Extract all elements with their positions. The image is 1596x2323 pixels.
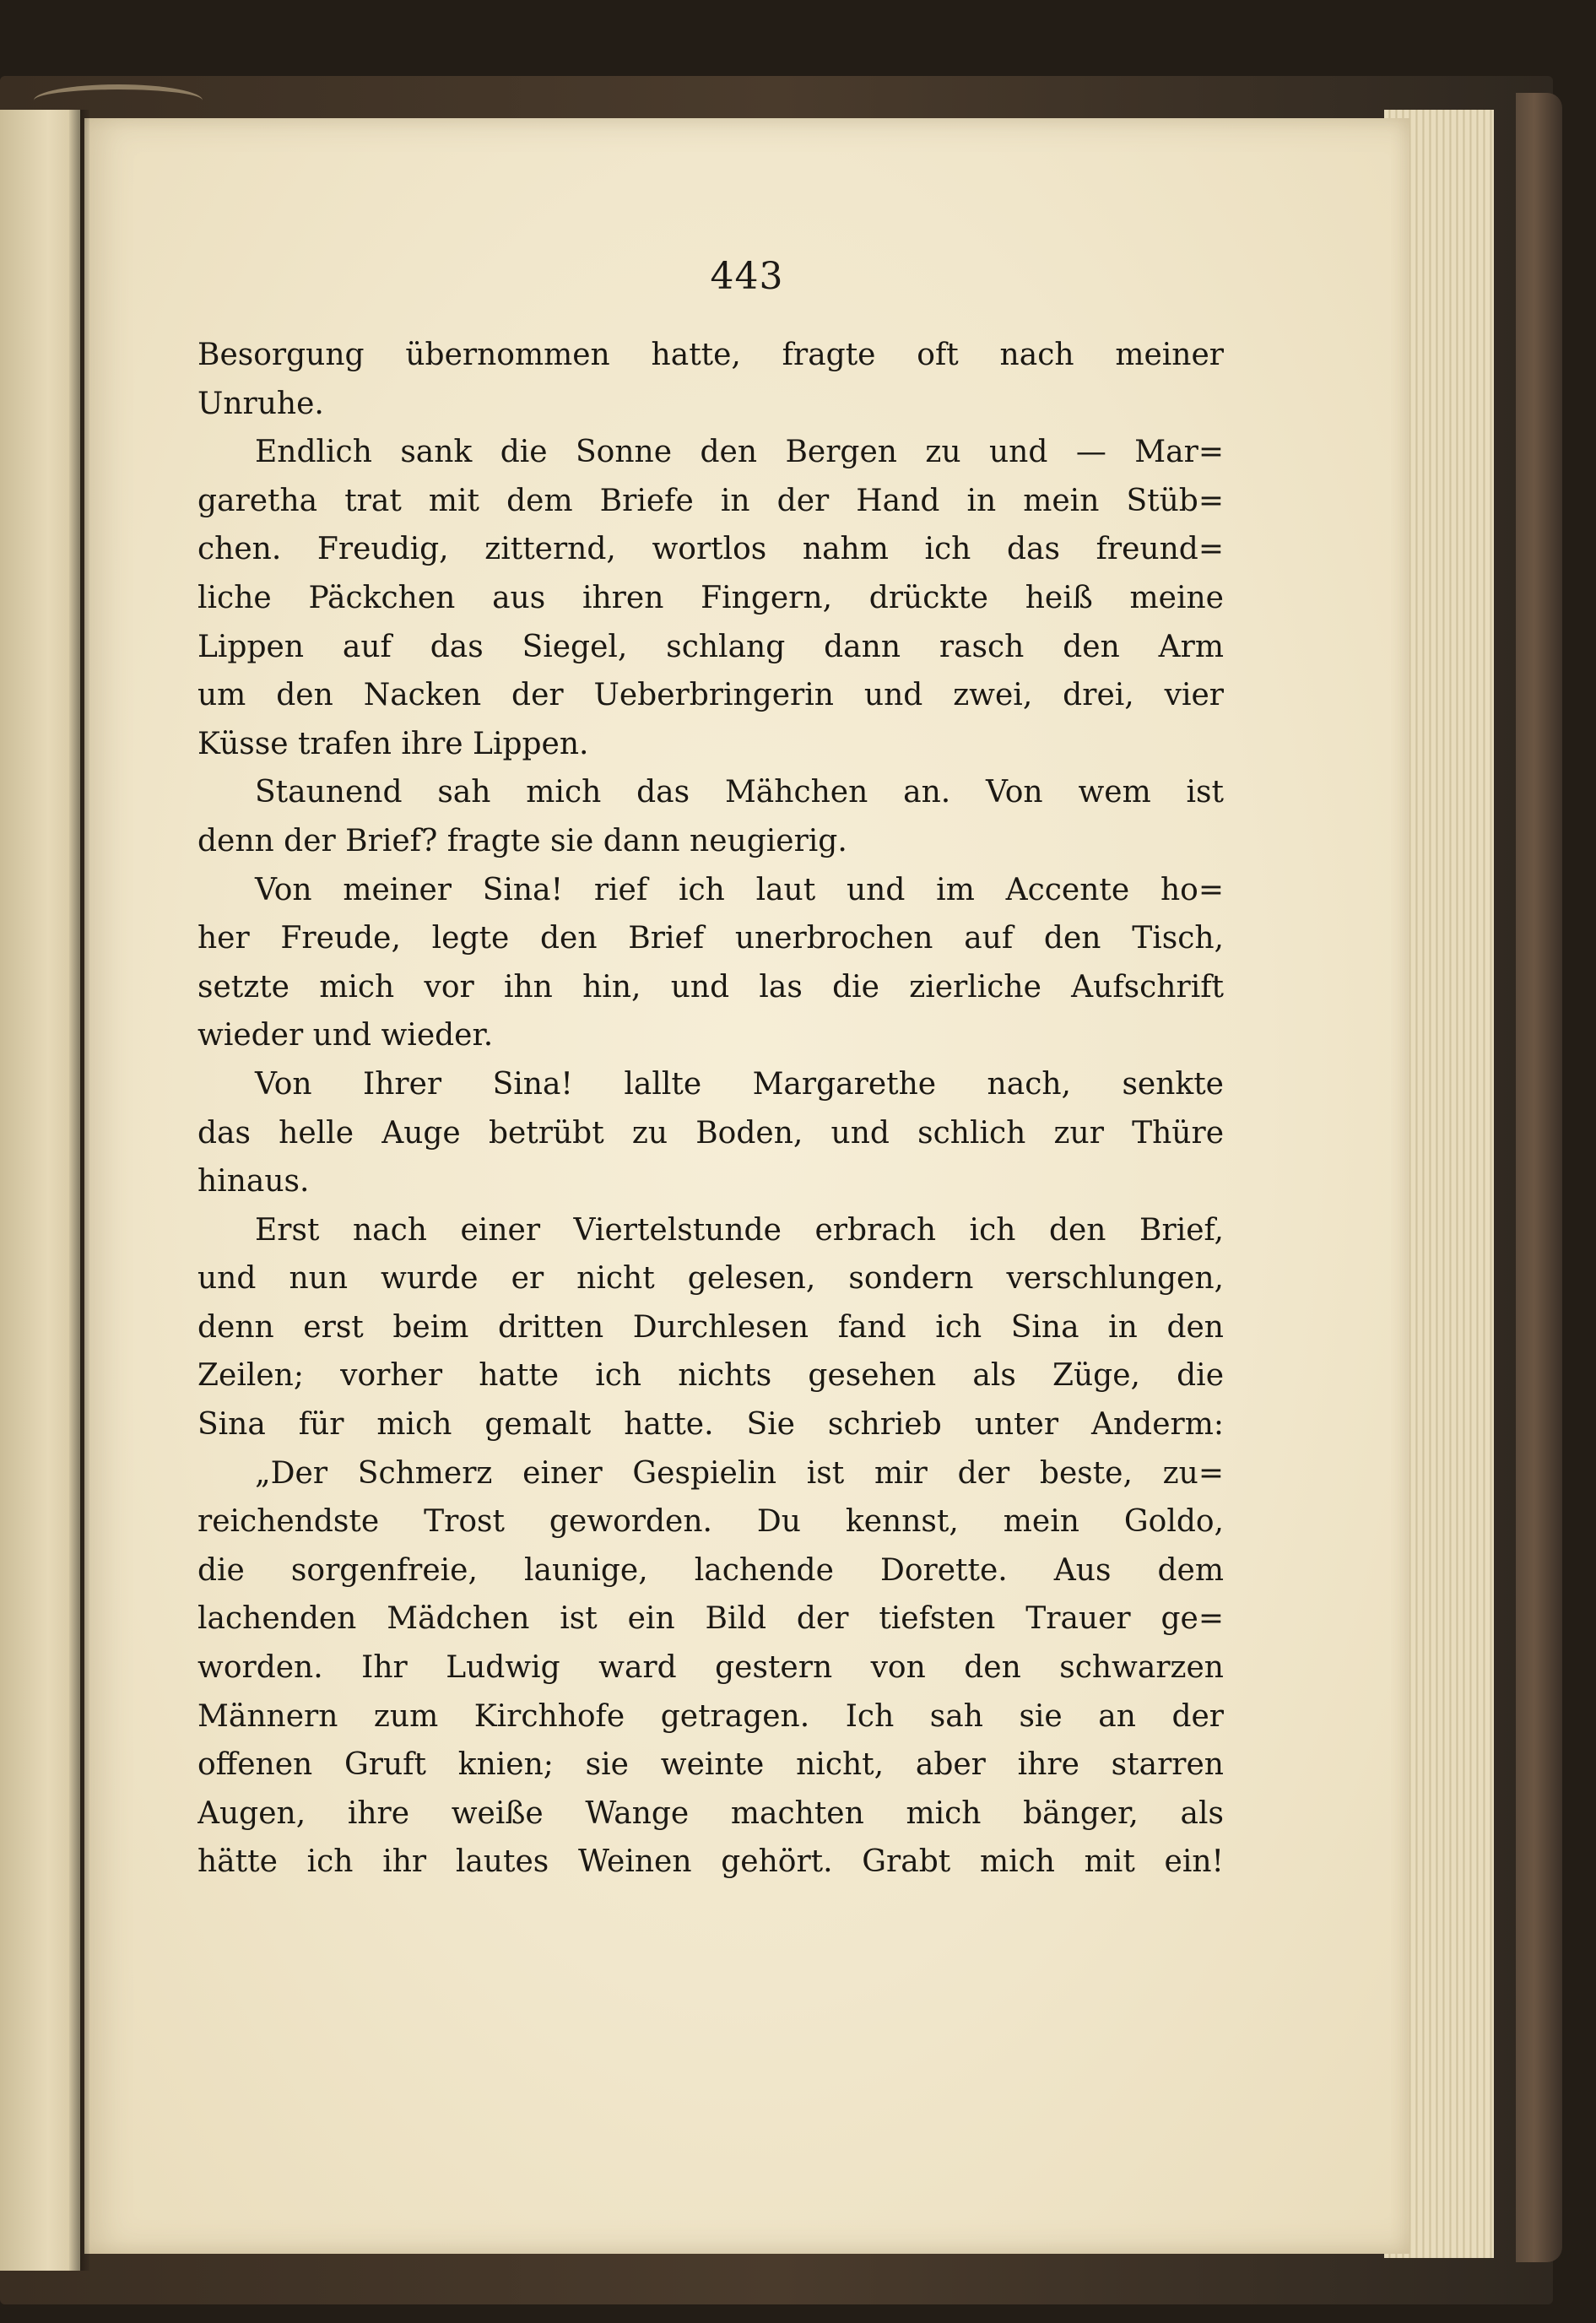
text-line: Erst nach einer Viertelstunde erbrach ich den Brief,	[255, 1212, 1224, 1248]
book-gutter	[69, 110, 89, 2271]
book-cover-edge	[1516, 93, 1562, 2262]
text-line: um den Nacken der Ueberbringerin und zwei, drei, vier	[197, 678, 1224, 713]
text-line: denn erst beim dritten Durchlesen fand ich Sina in den	[197, 1309, 1224, 1345]
text-line: Männern zum Kirchhofe getragen. Ich sah sie an der	[197, 1698, 1224, 1734]
binding-thread	[34, 84, 203, 116]
text-line: die sorgenfreie, launige, lachende Dorette. Aus dem	[197, 1552, 1224, 1588]
page-text	[197, 331, 1224, 1887]
text-line: und nun wurde er nicht gelesen, sondern verschlungen,	[197, 1261, 1224, 1297]
text-line: lachenden Mädchen ist ein Bild der tiefsten Trauer ge=	[197, 1601, 1224, 1637]
text-line: setzte mich vor ihn hin, und las die zierliche Aufschrift	[197, 969, 1224, 1004]
text-line: denn der Brief? fragte sie dann neugierig.	[197, 823, 847, 858]
text-line: Besorgung übernommen hatte, fragte oft nach meiner	[197, 338, 1224, 372]
text-line: Unruhe.	[197, 386, 324, 421]
text-line: das helle Auge betrübt zu Boden, und schlich zur Thüre	[197, 1115, 1224, 1151]
text-line: hinaus.	[197, 1164, 310, 1199]
text-line: Zeilen; vorher hatte ich nichts gesehen als Züge, die	[197, 1358, 1224, 1394]
text-line: her Freude, legte den Brief unerbrochen auf den Tisch,	[197, 921, 1224, 956]
text-line: worden. Ihr Ludwig ward gestern von den schwarzen	[197, 1650, 1224, 1686]
text-line: Staunend sah mich das Mähchen an. Von wem ist	[255, 775, 1224, 810]
book-page	[84, 118, 1409, 2254]
page-number: 443	[710, 255, 784, 298]
facing-page	[0, 110, 80, 2271]
text-line: Augen, ihre weiße Wange machten mich bänger, als	[197, 1795, 1224, 1831]
text-line: liche Päckchen aus ihren Fingern, drückte heiß meine	[197, 580, 1224, 615]
text-line: Endlich sank die Sonne den Bergen zu und — Mar=	[255, 435, 1224, 470]
text-line: offenen Gruft knien; sie weinte nicht, aber ihre starren	[197, 1747, 1224, 1783]
text-line: garetha trat mit dem Briefe in der Hand in mein Stüb=	[197, 483, 1224, 518]
text-line: Von Ihrer Sina! lallte Margarethe nach, senkte	[255, 1066, 1224, 1102]
text-line: Küsse trafen ihre Lippen.	[197, 726, 589, 761]
text-line: Sina für mich gemalt hatte. Sie schrieb unter Anderm:	[197, 1407, 1224, 1443]
text-line: wieder und wieder.	[197, 1018, 494, 1053]
text-line: reichendste Trost geworden. Du kennst, mein Goldo,	[197, 1504, 1224, 1540]
text-line: hätte ich ihr lautes Weinen gehört. Grabt mich mit ein!	[197, 1844, 1224, 1880]
text-line: Lippen auf das Siegel, schlang dann rasch den Arm	[197, 629, 1224, 664]
text-line: chen. Freudig, zitternd, wortlos nahm ich das freund=	[197, 532, 1224, 567]
text-line: Von meiner Sina! rief ich laut und im Accente ho=	[255, 872, 1224, 907]
text-line: „Der Schmerz einer Gespielin ist mir der beste, zu=	[255, 1455, 1224, 1491]
